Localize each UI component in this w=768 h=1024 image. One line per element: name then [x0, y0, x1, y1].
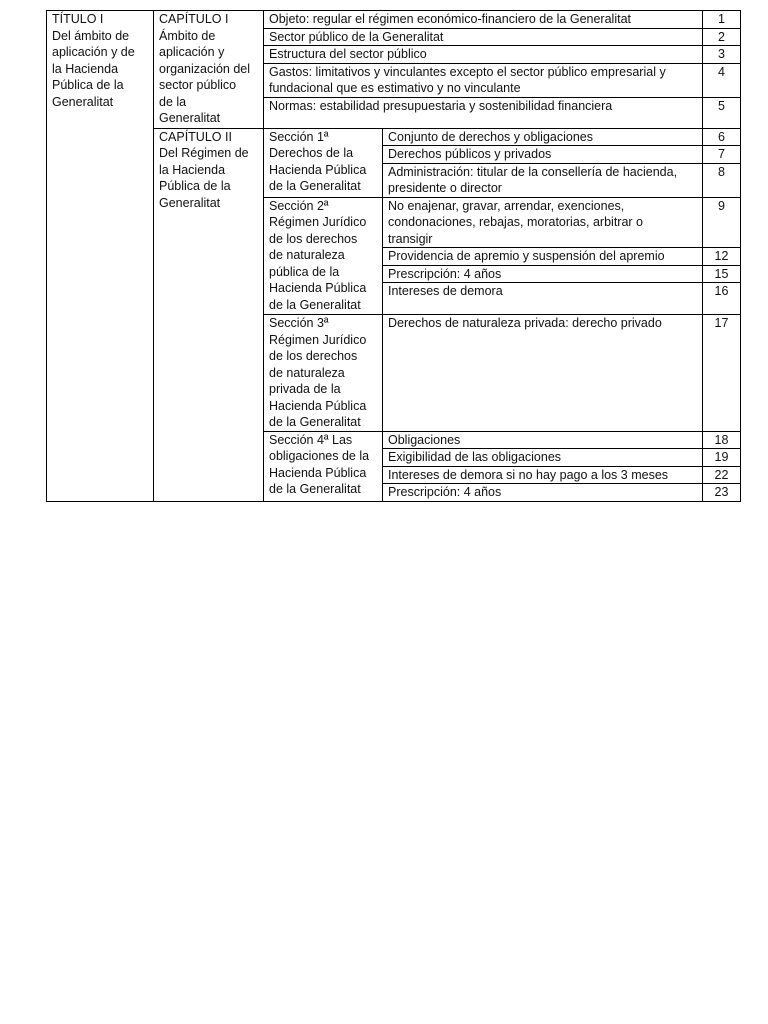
capitulo2-cell: CAPÍTULO II Del Régimen de la Hacienda Pública de la Generalitat [154, 128, 264, 501]
row-text: Intereses de demora [383, 283, 703, 315]
article-number: 2 [703, 28, 741, 46]
article-number: 1 [703, 11, 741, 29]
article-number: 23 [703, 484, 741, 502]
row-text: Objeto: regular el régimen económico-financiero de la Generalitat [264, 11, 703, 29]
article-number: 7 [703, 146, 741, 164]
row-text: Derechos de naturaleza privada: derecho privado [383, 315, 703, 432]
row-text: Prescripción: 4 años [383, 265, 703, 283]
seccion1-cell: Sección 1ª Derechos de la Hacienda Pública de la Generalitat [264, 128, 383, 197]
article-number: 9 [703, 197, 741, 248]
row-text: Intereses de demora si no hay pago a los 3 meses [383, 466, 703, 484]
row-text: Normas: estabilidad presupuestaria y sostenibilidad financiera [264, 97, 703, 128]
capitulo1-cell: CAPÍTULO I Ámbito de aplicación y organización del sector público de la Generalitat [154, 11, 264, 129]
row-text: Derechos públicos y privados [383, 146, 703, 164]
row-text: Conjunto de derechos y obligaciones [383, 128, 703, 146]
row-text: No enajenar, gravar, arrendar, exenciones, condonaciones, rebajas, moratorias, arbitrar o transigir [383, 197, 703, 248]
article-number: 4 [703, 63, 741, 97]
row-text: Prescripción: 4 años [383, 484, 703, 502]
article-number: 16 [703, 283, 741, 315]
article-number: 19 [703, 449, 741, 467]
titulo-cell: TÍTULO I Del ámbito de aplicación y de la Hacienda Pública de la Generalitat [47, 11, 154, 502]
outline-table [46, 10, 741, 502]
article-number: 3 [703, 46, 741, 64]
article-number: 12 [703, 248, 741, 266]
article-number: 15 [703, 265, 741, 283]
article-number: 18 [703, 431, 741, 449]
article-number: 17 [703, 315, 741, 432]
seccion2-cell: Sección 2ª Régimen Jurídico de los derechos de naturaleza pública de la Hacienda Pública de la Generalitat [264, 197, 383, 315]
seccion4-cell: Sección 4ª Las obligaciones de la Hacienda Pública de la Generalitat [264, 431, 383, 501]
article-number: 8 [703, 163, 741, 197]
row-text: Administración: titular de la consellería de hacienda, presidente o director [383, 163, 703, 197]
article-number: 6 [703, 128, 741, 146]
row-text: Estructura del sector público [264, 46, 703, 64]
article-number: 22 [703, 466, 741, 484]
row-text: Obligaciones [383, 431, 703, 449]
row-text: Gastos: limitativos y vinculantes excepto el sector público empresarial y fundacional que es estimativo y no vinculante [264, 63, 703, 97]
seccion3-cell: Sección 3ª Régimen Jurídico de los derechos de naturaleza privada de la Hacienda Pública de la Generalitat [264, 315, 383, 432]
row-text: Sector público de la Generalitat [264, 28, 703, 46]
row-text: Providencia de apremio y suspensión del apremio [383, 248, 703, 266]
article-number: 5 [703, 97, 741, 128]
row-text: Exigibilidad de las obligaciones [383, 449, 703, 467]
